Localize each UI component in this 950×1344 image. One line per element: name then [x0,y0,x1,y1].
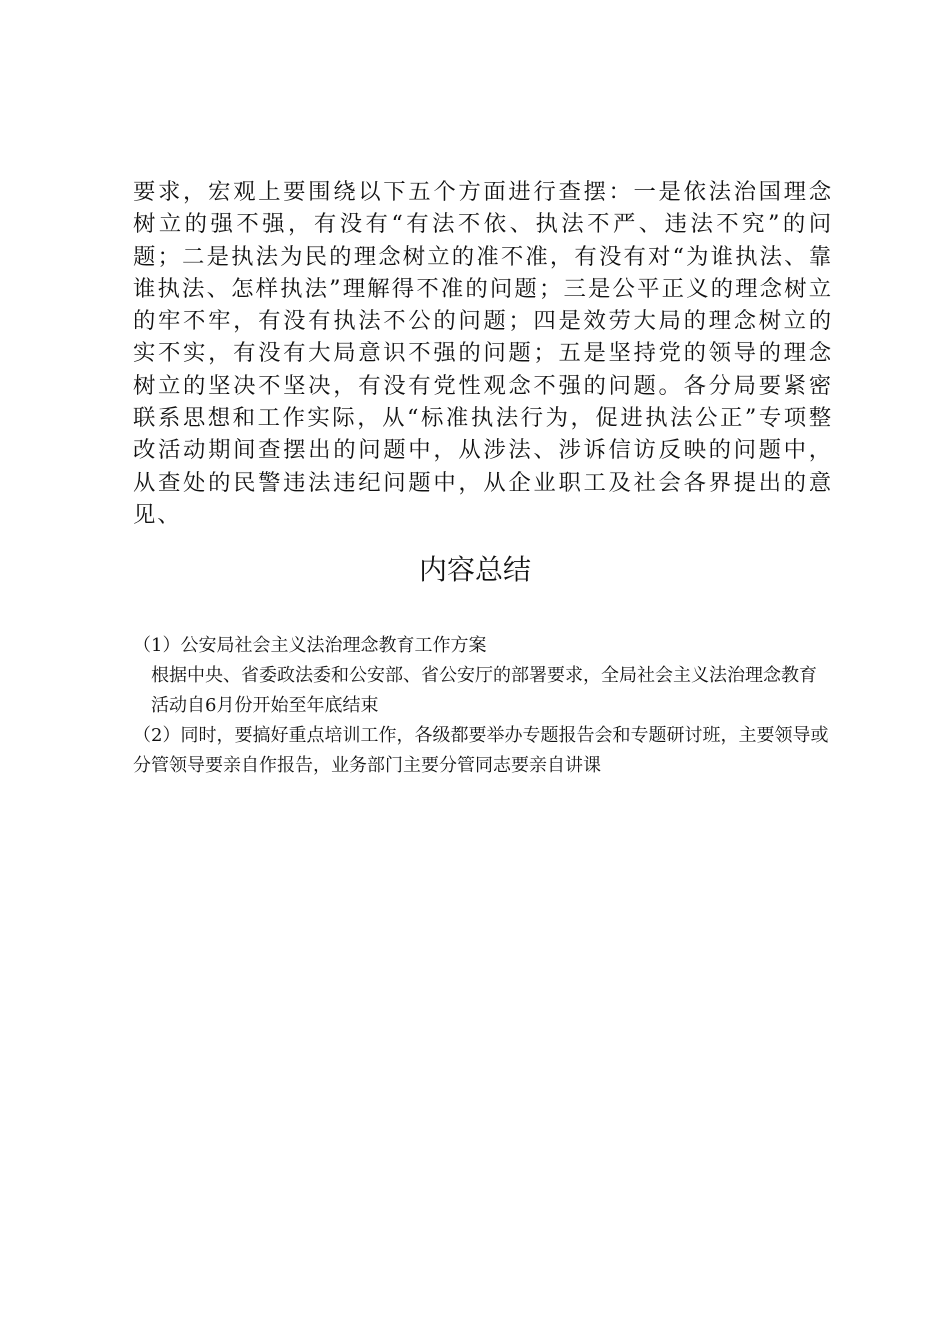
summary-item-1: （1）公安局社会主义法治理念教育工作方案 [133,635,487,656]
summary-list [133,631,833,781]
summary-item-2: 根据中央、省委政法委和公安部、省公安厅的部署要求，全局社会主义法治理念教育活动自6月份开始至年底结束 [151,665,817,716]
summary-title: 内容总结 [418,553,531,586]
body-paragraph: 要求，宏观上要围绕以下五个方面进行查摆：一是依法治国理念树立的强不强，有没有“有法不依、执法不严、违法不究”的问题；二是执法为民的理念树立的准不准，有没有对“为谁执法、靠谁执法、怎样执法”理解得不准的问题；三是公平正义的理念树立的牢不牢，有没有执法不公的问题；四是效劳大局的理念树立的实不实，有没有大局意识不强的问题；五是坚持党的领导的理念树立的坚决不坚决，有没有党性观念不强的问题。各分局要紧密联系思想和工作实际，从“标准执法行为，促进执法公正”专项整改活动期间查摆出的问题中，从涉法、涉诉信访反映的问题中，从查处的民警违法违纪问题中，从企业职工及社会各界提出的意见、 [133,179,833,528]
summary-item-3: （2）同时，要搞好重点培训工作，各级都要举办专题报告会和专题研讨班，主要领导或分管领导要亲自作报告，业务部门主要分管同志要亲自讲课 [133,725,829,776]
